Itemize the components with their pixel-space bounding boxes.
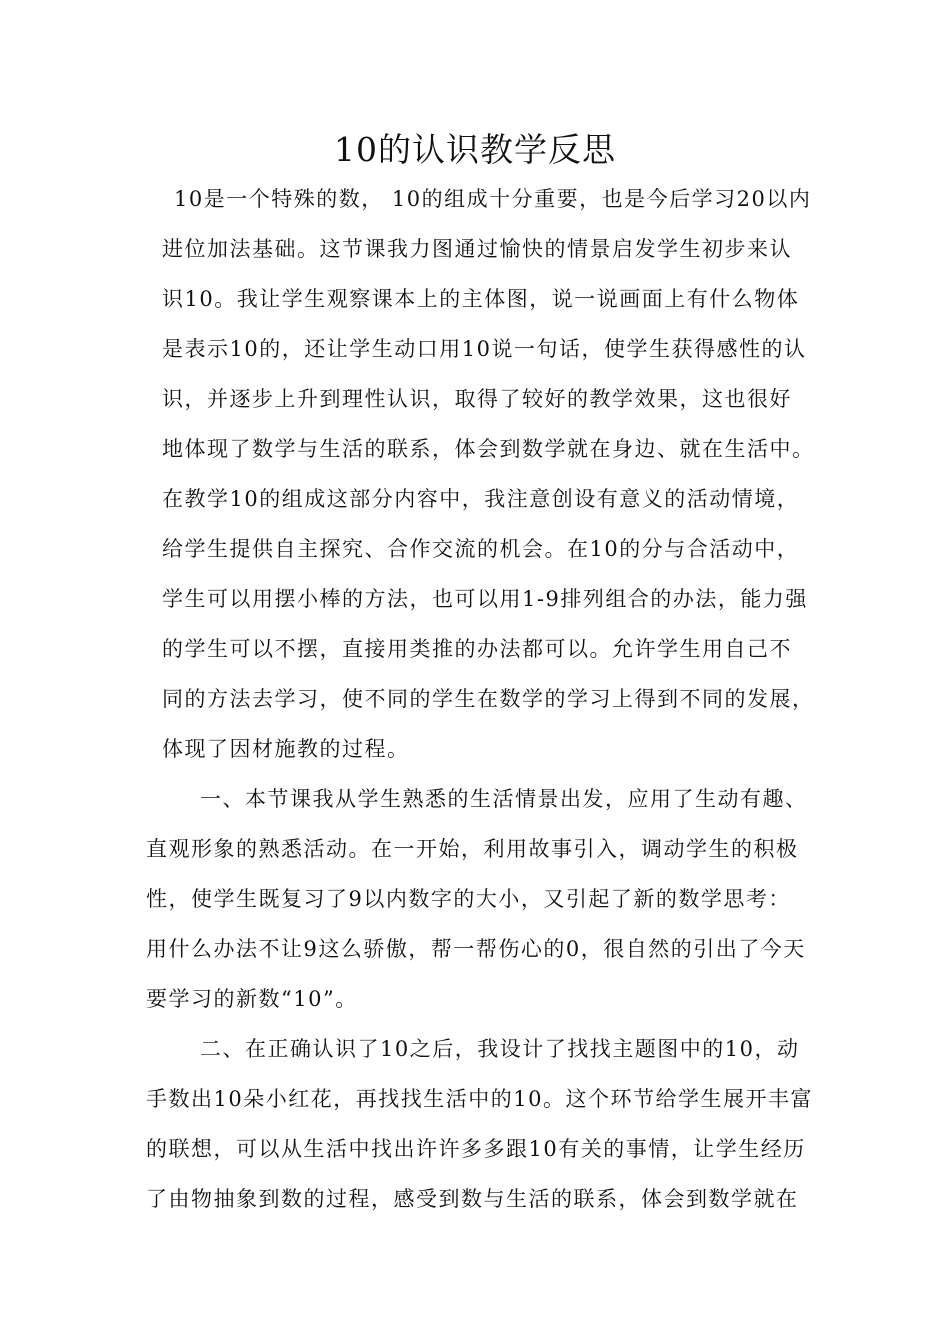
intro-line-2: 进位加法基础。这节课我力图通过愉快的情景启发学生初步来认 [162,237,792,261]
section2-line-3: 的联想，可以从生活中找出许许多多跟10有关的事情，让学生经历 [146,1137,806,1161]
intro-line-4: 是表示10的，还让学生动口用10说一句话，使学生获得感性的认 [162,337,807,361]
intro-line-8: 给学生提供自主探究、合作交流的机会。在10的分与合活动中， [162,537,800,561]
section1-line-2: 直观形象的熟悉活动。在一开始，利用故事引入，调动学生的积极 [146,837,799,861]
intro-line-6: 地体现了数学与生活的联系，体会到数学就在身边、就在生活中。 [162,437,815,461]
document-title: 10的认识教学反思 [334,130,616,169]
intro-line-9: 学生可以用摆小棒的方法，也可以用1-9排列组合的办法，能力强 [162,587,808,611]
section2-line-2: 手数出10朵小红花，再找找生活中的10。这个环节给学生展开丰富 [146,1087,813,1111]
section2-line-4: 了由物抽象到数的过程，感受到数与生活的联系，体会到数学就在 [146,1187,799,1211]
intro-line-12: 体现了因材施教的过程。 [162,737,410,761]
intro-line-3: 识10。我让学生观察课本上的主体图，说一说画面上有什么物体 [162,287,800,311]
section1-line-3: 性，使学生既复习了9以内数字的大小，又引起了新的数学思考： [146,887,791,911]
intro-line-7: 在教学10的组成这部分内容中，我注意创设有意义的活动情境， [162,487,800,511]
section1-line-4: 用什么办法不让9这么骄傲，帮一帮伤心的0，很自然的引出了今天 [146,937,806,961]
section1-line-5: 要学习的新数“10”。 [146,987,358,1011]
intro-line-11: 同的方法去学习，使不同的学生在数学的学习上得到不同的发展， [162,687,815,711]
section2-line-1: 二、在正确认识了10之后，我设计了找找主题图中的10，动 [200,1037,800,1061]
section1-line-1: 一、本节课我从学生熟悉的生活情景出发，应用了生动有趣、 [200,787,808,811]
intro-line-5: 识，并逐步上升到理性认识，取得了较好的教学效果，这也很好 [162,387,792,411]
intro-line-1: 10是一个特殊的数， 10的组成十分重要，也是今后学习20以内 [174,187,812,211]
intro-line-10: 的学生可以不摆，直接用类推的办法都可以。允许学生用自己不 [162,637,792,661]
